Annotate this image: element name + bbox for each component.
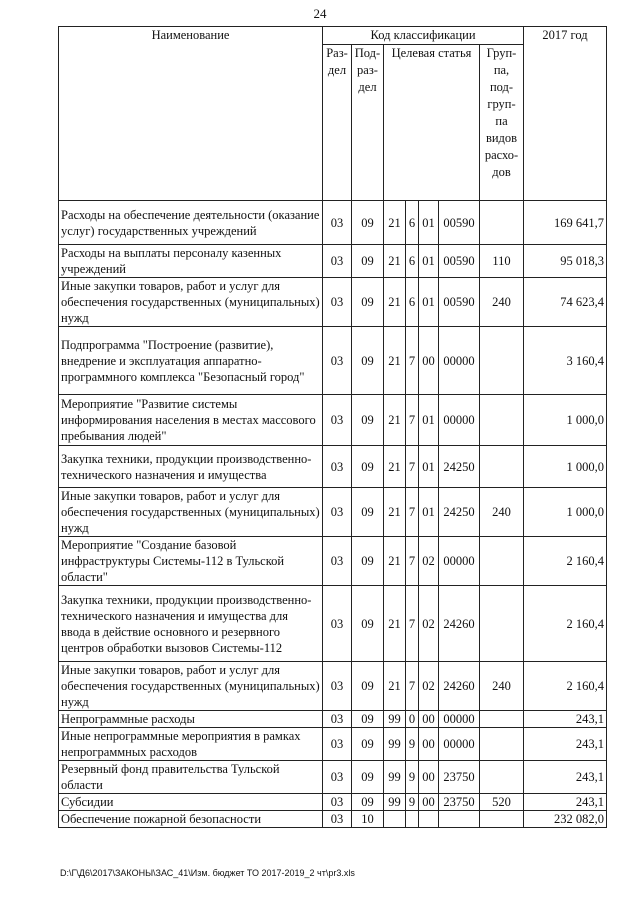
table-row (59, 811, 607, 828)
row-target-program (384, 811, 406, 828)
row-target-program: 99 (384, 761, 406, 794)
row-amount: 243,1 (524, 761, 607, 794)
table-row (59, 327, 607, 395)
row-target-activity: 01 (419, 446, 439, 488)
row-subsection: 09 (352, 278, 384, 327)
header-expense-group: Груп- па, под- груп- па видов расхо- дов (480, 45, 524, 201)
row-expense-group: 110 (480, 245, 524, 278)
row-name: Резервный фонд правительства Тульской области (59, 761, 323, 794)
row-section: 03 (323, 327, 352, 395)
row-section: 03 (323, 278, 352, 327)
row-subsection: 09 (352, 586, 384, 662)
row-subsection: 09 (352, 446, 384, 488)
row-target-direction: 00000 (439, 728, 480, 761)
table-row (59, 711, 607, 728)
row-target-direction: 23750 (439, 761, 480, 794)
row-amount: 95 018,3 (524, 245, 607, 278)
row-target-activity: 02 (419, 537, 439, 586)
table-row (59, 794, 607, 811)
row-target-direction: 00590 (439, 278, 480, 327)
row-section: 03 (323, 794, 352, 811)
row-target-program: 21 (384, 662, 406, 711)
table-row (59, 278, 607, 327)
row-name: Непрограммные расходы (59, 711, 323, 728)
row-target-activity: 01 (419, 488, 439, 537)
table-row (59, 662, 607, 711)
row-subsection: 10 (352, 811, 384, 828)
row-target-subprogram: 7 (406, 662, 419, 711)
row-amount: 243,1 (524, 728, 607, 761)
header-section: Раз- дел (323, 45, 352, 201)
row-target-activity: 00 (419, 728, 439, 761)
row-target-activity: 00 (419, 711, 439, 728)
row-amount: 3 160,4 (524, 327, 607, 395)
row-expense-group (480, 395, 524, 446)
row-expense-group: 240 (480, 662, 524, 711)
row-section: 03 (323, 728, 352, 761)
row-subsection: 09 (352, 201, 384, 245)
row-target-subprogram: 7 (406, 537, 419, 586)
row-amount: 2 160,4 (524, 586, 607, 662)
table-row (59, 728, 607, 761)
row-target-activity: 02 (419, 586, 439, 662)
row-target-subprogram: 6 (406, 201, 419, 245)
row-target-direction: 00000 (439, 395, 480, 446)
row-target-program: 21 (384, 327, 406, 395)
table-row (59, 488, 607, 537)
row-target-activity (419, 811, 439, 828)
row-section: 03 (323, 811, 352, 828)
row-section: 03 (323, 761, 352, 794)
header-classification-code: Код классификации (323, 27, 524, 45)
header-year: 2017 год (524, 27, 607, 201)
row-section: 03 (323, 662, 352, 711)
table-row (59, 201, 607, 245)
row-section: 03 (323, 395, 352, 446)
row-target-direction: 00590 (439, 201, 480, 245)
header-name: Наименование (59, 27, 323, 201)
row-target-subprogram: 9 (406, 794, 419, 811)
row-name: Иные закупки товаров, работ и услуг для обеспечения государственных (муниципальных) нужд (59, 488, 323, 537)
row-expense-group: 240 (480, 488, 524, 537)
row-target-direction: 00590 (439, 245, 480, 278)
table-row (59, 245, 607, 278)
row-expense-group (480, 711, 524, 728)
table-row (59, 537, 607, 586)
row-target-activity: 01 (419, 245, 439, 278)
header-subsection: Под- раз- дел (352, 45, 384, 201)
row-expense-group (480, 201, 524, 245)
row-amount: 243,1 (524, 794, 607, 811)
row-section: 03 (323, 245, 352, 278)
row-expense-group (480, 811, 524, 828)
row-name: Субсидии (59, 794, 323, 811)
row-subsection: 09 (352, 245, 384, 278)
row-expense-group: 520 (480, 794, 524, 811)
row-target-program: 21 (384, 395, 406, 446)
row-target-direction: 23750 (439, 794, 480, 811)
row-subsection: 09 (352, 488, 384, 537)
row-amount: 1 000,0 (524, 446, 607, 488)
row-name: Закупка техники, продукции производственно-технического назначения и имущества (59, 446, 323, 488)
row-target-subprogram: 7 (406, 446, 419, 488)
row-target-direction: 24250 (439, 488, 480, 537)
row-target-activity: 01 (419, 201, 439, 245)
row-section: 03 (323, 488, 352, 537)
row-subsection: 09 (352, 761, 384, 794)
row-target-activity: 00 (419, 794, 439, 811)
row-subsection: 09 (352, 711, 384, 728)
row-expense-group (480, 327, 524, 395)
row-target-direction (439, 811, 480, 828)
row-target-activity: 01 (419, 395, 439, 446)
row-subsection: 09 (352, 662, 384, 711)
row-amount: 1 000,0 (524, 488, 607, 537)
row-amount: 2 160,4 (524, 662, 607, 711)
table-row (59, 586, 607, 662)
table-row (59, 446, 607, 488)
row-target-subprogram: 9 (406, 728, 419, 761)
row-target-direction: 00000 (439, 537, 480, 586)
row-target-direction: 24250 (439, 446, 480, 488)
table-row (59, 761, 607, 794)
row-subsection: 09 (352, 728, 384, 761)
file-path: D:\Г\Д6\2017\ЗАКОНЫ\ЗАС_41\Изм. бюджет ТО 2017-2019_2 чт\pr3.xls (60, 868, 355, 878)
row-target-subprogram: 7 (406, 395, 419, 446)
row-target-program: 21 (384, 446, 406, 488)
row-amount: 74 623,4 (524, 278, 607, 327)
row-section: 03 (323, 201, 352, 245)
row-subsection: 09 (352, 327, 384, 395)
page-number: 24 (313, 6, 327, 21)
row-target-subprogram (406, 811, 419, 828)
row-expense-group (480, 728, 524, 761)
row-expense-group (480, 761, 524, 794)
row-section: 03 (323, 711, 352, 728)
row-target-direction: 00000 (439, 327, 480, 395)
budget-table (58, 26, 607, 828)
row-target-subprogram: 7 (406, 327, 419, 395)
row-target-program: 21 (384, 201, 406, 245)
row-subsection: 09 (352, 794, 384, 811)
row-section: 03 (323, 446, 352, 488)
row-target-direction: 00000 (439, 711, 480, 728)
row-target-subprogram: 9 (406, 761, 419, 794)
row-target-activity: 00 (419, 761, 439, 794)
row-subsection: 09 (352, 395, 384, 446)
row-expense-group: 240 (480, 278, 524, 327)
row-target-program: 99 (384, 711, 406, 728)
row-target-program: 21 (384, 278, 406, 327)
row-amount: 1 000,0 (524, 395, 607, 446)
row-name: Мероприятие "Создание базовой инфраструктуры Системы-112 в Тульской области" (59, 537, 323, 586)
row-name: Иные закупки товаров, работ и услуг для обеспечения государственных (муниципальных) нужд (59, 662, 323, 711)
row-target-program: 99 (384, 728, 406, 761)
row-target-direction: 24260 (439, 586, 480, 662)
row-target-subprogram: 7 (406, 488, 419, 537)
table-row (59, 395, 607, 446)
row-amount: 2 160,4 (524, 537, 607, 586)
row-section: 03 (323, 537, 352, 586)
row-name: Закупка техники, продукции производственно-технического назначения и имущества для ввода в действие основного и резервного центров обработки вызовов Системы-112 (59, 586, 323, 662)
row-name: Расходы на обеспечение деятельности (оказание услуг) государственных учреждений (59, 201, 323, 245)
row-target-direction: 24260 (439, 662, 480, 711)
row-subsection: 09 (352, 537, 384, 586)
row-target-program: 21 (384, 537, 406, 586)
header-target-article: Целевая статья (384, 45, 480, 201)
row-target-activity: 00 (419, 327, 439, 395)
row-target-activity: 02 (419, 662, 439, 711)
row-target-subprogram: 6 (406, 245, 419, 278)
row-target-subprogram: 0 (406, 711, 419, 728)
row-amount: 243,1 (524, 711, 607, 728)
row-amount: 232 082,0 (524, 811, 607, 828)
row-expense-group (480, 586, 524, 662)
row-target-activity: 01 (419, 278, 439, 327)
row-name: Иные непрограммные мероприятия в рамках непрограммных расходов (59, 728, 323, 761)
row-name: Подпрограмма "Построение (развитие), внедрение и эксплуатация аппаратно-программного комплекса "Безопасный город" (59, 327, 323, 395)
row-target-program: 21 (384, 245, 406, 278)
row-name: Мероприятие "Развитие системы информирования населения в местах массового пребывания людей" (59, 395, 323, 446)
row-target-program: 21 (384, 586, 406, 662)
row-name: Обеспечение пожарной безопасности (59, 811, 323, 828)
row-section: 03 (323, 586, 352, 662)
row-target-program: 21 (384, 488, 406, 537)
row-target-program: 99 (384, 794, 406, 811)
row-expense-group (480, 446, 524, 488)
row-name: Иные закупки товаров, работ и услуг для обеспечения государственных (муниципальных) нужд (59, 278, 323, 327)
row-expense-group (480, 537, 524, 586)
row-name: Расходы на выплаты персоналу казенных учреждений (59, 245, 323, 278)
row-target-subprogram: 7 (406, 586, 419, 662)
row-target-subprogram: 6 (406, 278, 419, 327)
row-amount: 169 641,7 (524, 201, 607, 245)
